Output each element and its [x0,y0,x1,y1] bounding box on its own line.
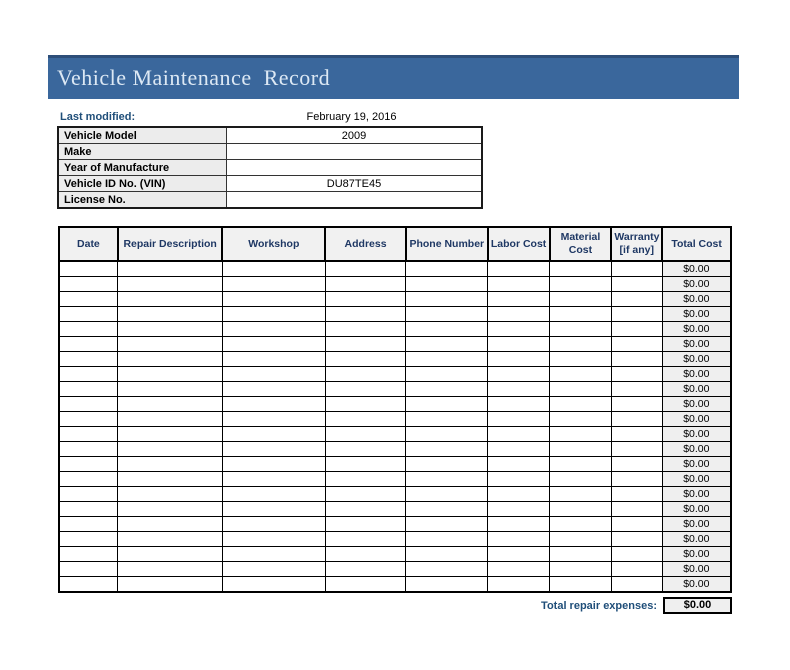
table-row [59,277,731,292]
table-cell[interactable] [611,472,662,487]
table-row [59,532,731,547]
table-cell[interactable] [611,352,662,367]
table-cell[interactable] [406,577,488,593]
table-cell[interactable] [550,517,612,532]
table-cell[interactable] [325,427,406,442]
vin-value[interactable]: DU87TE45 [227,176,483,192]
table-row [59,442,731,457]
total-cost-cell[interactable]: $0.00 [662,547,731,562]
table-cell[interactable] [406,397,488,412]
table-row [59,562,731,577]
table-row [59,292,731,307]
table-cell[interactable] [550,352,612,367]
total-cost-cell[interactable]: $0.00 [662,277,731,292]
table-cell[interactable] [59,397,118,412]
table-cell[interactable] [488,367,550,382]
table-cell[interactable] [118,532,223,547]
table-cell[interactable] [59,547,118,562]
page-title: Vehicle Maintenance Record [57,65,331,90]
total-cost-cell[interactable]: $0.00 [662,367,731,382]
table-cell[interactable] [59,352,118,367]
table-cell[interactable] [550,562,612,577]
total-cost-cell[interactable]: $0.00 [662,517,731,532]
table-cell[interactable] [488,472,550,487]
table-cell[interactable] [222,307,325,322]
table-cell[interactable] [325,412,406,427]
table-cell[interactable] [611,457,662,472]
table-cell[interactable] [222,337,325,352]
column-header-address: Address [325,227,406,261]
table-cell[interactable] [488,442,550,457]
table-cell[interactable] [325,547,406,562]
table-cell[interactable] [222,322,325,337]
table-cell[interactable] [118,277,223,292]
table-cell[interactable] [325,562,406,577]
total-cost-cell[interactable]: $0.00 [662,502,731,517]
year-of-manufacture-label: Year of Manufacture [58,160,227,176]
table-row [59,547,731,562]
total-cost-cell[interactable]: $0.00 [662,352,731,367]
total-cost-cell[interactable]: $0.00 [662,382,731,397]
column-header-date: Date [59,227,118,261]
table-row [59,261,731,277]
table-cell[interactable] [611,547,662,562]
table-cell[interactable] [118,292,223,307]
table-cell[interactable] [325,457,406,472]
table-cell[interactable] [406,562,488,577]
table-cell[interactable] [222,577,325,593]
total-cost-cell[interactable]: $0.00 [662,412,731,427]
table-cell[interactable] [611,382,662,397]
table-cell[interactable] [488,577,550,593]
table-cell[interactable] [611,532,662,547]
table-cell[interactable] [222,487,325,502]
table-cell[interactable] [550,457,612,472]
table-cell[interactable] [406,427,488,442]
info-row [58,144,482,160]
table-cell[interactable] [222,292,325,307]
table-cell[interactable] [550,547,612,562]
column-header-total-cost: Total Cost [662,227,731,261]
maintenance-table-body [59,261,731,592]
table-cell[interactable] [325,517,406,532]
table-cell[interactable] [406,517,488,532]
title-bar [48,55,739,99]
table-cell[interactable] [118,382,223,397]
total-cost-cell[interactable]: $0.00 [662,577,731,593]
table-cell[interactable] [118,367,223,382]
table-cell[interactable] [59,442,118,457]
info-row [58,192,482,209]
table-cell[interactable] [118,577,223,593]
table-cell[interactable] [550,367,612,382]
table-cell[interactable] [325,577,406,593]
table-cell[interactable] [222,427,325,442]
vehicle-model-label: Vehicle Model [58,127,227,144]
last-modified-label: Last modified: [60,111,136,123]
table-cell[interactable] [550,292,612,307]
table-cell[interactable] [406,307,488,322]
table-row [59,517,731,532]
table-cell[interactable] [550,261,612,277]
vehicle-info-table [57,126,483,209]
table-cell[interactable] [488,427,550,442]
table-cell[interactable] [611,337,662,352]
table-cell[interactable] [59,517,118,532]
table-cell[interactable] [222,532,325,547]
table-cell[interactable] [325,352,406,367]
table-cell[interactable] [118,427,223,442]
table-cell[interactable] [59,307,118,322]
table-cell[interactable] [611,322,662,337]
table-row [59,577,731,593]
table-cell[interactable] [118,261,223,277]
table-row [59,397,731,412]
total-cost-cell[interactable]: $0.00 [662,457,731,472]
table-cell[interactable] [59,577,118,593]
vin-label: Vehicle ID No. (VIN) [58,176,227,192]
table-cell[interactable] [118,487,223,502]
table-cell[interactable] [488,517,550,532]
table-row [59,367,731,382]
maintenance-table [58,226,732,593]
table-cell[interactable] [325,277,406,292]
table-cell[interactable] [611,367,662,382]
total-cost-cell[interactable]: $0.00 [662,337,731,352]
table-cell[interactable] [59,367,118,382]
table-cell[interactable] [406,337,488,352]
table-cell[interactable] [118,562,223,577]
info-row [58,127,482,144]
last-modified-value[interactable]: February 19, 2016 [306,111,397,123]
vehicle-model-value[interactable]: 2009 [227,127,483,144]
table-row [59,412,731,427]
table-cell[interactable] [325,487,406,502]
table-cell[interactable] [222,277,325,292]
table-cell[interactable] [550,442,612,457]
table-cell[interactable] [325,442,406,457]
total-cost-cell[interactable]: $0.00 [662,532,731,547]
table-cell[interactable] [118,457,223,472]
column-header-phone-number: Phone Number [406,227,488,261]
table-cell[interactable] [59,472,118,487]
total-cost-cell[interactable]: $0.00 [662,562,731,577]
table-cell[interactable] [488,277,550,292]
table-cell[interactable] [59,292,118,307]
info-row [58,176,482,192]
table-cell[interactable] [611,442,662,457]
table-cell[interactable] [406,442,488,457]
table-cell[interactable] [406,472,488,487]
total-cost-cell[interactable]: $0.00 [662,472,731,487]
table-cell[interactable] [611,261,662,277]
table-row [59,502,731,517]
table-cell[interactable] [488,562,550,577]
table-cell[interactable] [550,577,612,593]
year-of-manufacture-value[interactable] [227,160,483,176]
table-cell[interactable] [550,502,612,517]
table-cell[interactable] [611,517,662,532]
table-cell[interactable] [222,547,325,562]
table-cell[interactable] [611,562,662,577]
table-cell[interactable] [488,532,550,547]
total-repair-expenses-label: Total repair expenses: [541,599,657,612]
table-cell[interactable] [59,322,118,337]
table-cell[interactable] [222,261,325,277]
table-cell[interactable] [118,412,223,427]
make-value[interactable] [227,144,483,160]
table-cell[interactable] [406,547,488,562]
table-cell[interactable] [222,412,325,427]
table-cell[interactable] [406,261,488,277]
table-row [59,427,731,442]
table-cell[interactable] [118,472,223,487]
table-cell[interactable] [488,502,550,517]
table-cell[interactable] [488,412,550,427]
total-cost-cell[interactable]: $0.00 [662,261,731,277]
table-cell[interactable] [488,292,550,307]
table-cell[interactable] [118,397,223,412]
license-no-label: License No. [58,192,227,209]
table-cell[interactable] [406,502,488,517]
table-cell[interactable] [325,397,406,412]
table-cell[interactable] [222,442,325,457]
table-cell[interactable] [406,382,488,397]
column-header-labor-cost: Labor Cost [488,227,550,261]
total-cost-cell[interactable]: $0.00 [662,322,731,337]
table-cell[interactable] [611,577,662,593]
table-cell[interactable] [488,547,550,562]
table-cell[interactable] [59,487,118,502]
table-cell[interactable] [550,472,612,487]
table-cell[interactable] [550,427,612,442]
table-cell[interactable] [550,487,612,502]
table-row [59,472,731,487]
table-cell[interactable] [488,261,550,277]
table-cell[interactable] [406,277,488,292]
table-cell[interactable] [222,352,325,367]
table-cell[interactable] [118,547,223,562]
table-cell[interactable] [325,472,406,487]
table-cell[interactable] [325,292,406,307]
table-row [59,337,731,352]
table-cell[interactable] [325,322,406,337]
make-label: Make [58,144,227,160]
table-cell[interactable] [59,562,118,577]
table-cell[interactable] [325,502,406,517]
table-cell[interactable] [59,457,118,472]
column-header-workshop: Workshop [222,227,325,261]
table-cell[interactable] [59,427,118,442]
table-cell[interactable] [222,502,325,517]
table-cell[interactable] [59,532,118,547]
table-cell[interactable] [118,442,223,457]
table-cell[interactable] [325,367,406,382]
table-cell[interactable] [59,382,118,397]
table-cell[interactable] [325,532,406,547]
table-cell[interactable] [222,457,325,472]
table-cell[interactable] [406,412,488,427]
table-cell[interactable] [550,307,612,322]
table-cell[interactable] [611,277,662,292]
table-cell[interactable] [118,307,223,322]
table-cell[interactable] [118,337,223,352]
table-cell[interactable] [488,382,550,397]
column-header-warranty: Warranty [if any] [611,227,662,261]
total-cost-cell[interactable]: $0.00 [662,427,731,442]
table-cell[interactable] [325,261,406,277]
table-cell[interactable] [550,322,612,337]
table-row [59,457,731,472]
table-cell[interactable] [611,307,662,322]
table-row [59,322,731,337]
table-cell[interactable] [488,307,550,322]
table-cell[interactable] [406,532,488,547]
table-cell[interactable] [59,412,118,427]
table-cell[interactable] [406,292,488,307]
total-cost-cell[interactable]: $0.00 [662,307,731,322]
table-cell[interactable] [611,412,662,427]
column-header-repair-description: Repair Description [118,227,223,261]
table-row [59,382,731,397]
total-cost-cell[interactable]: $0.00 [662,487,731,502]
table-cell[interactable] [488,337,550,352]
table-cell[interactable] [611,487,662,502]
table-cell[interactable] [325,307,406,322]
table-cell[interactable] [550,532,612,547]
table-cell[interactable] [488,397,550,412]
table-cell[interactable] [325,337,406,352]
table-cell[interactable] [222,472,325,487]
total-cost-cell[interactable]: $0.00 [662,292,731,307]
table-cell[interactable] [222,562,325,577]
total-cost-cell[interactable]: $0.00 [662,397,731,412]
table-cell[interactable] [550,412,612,427]
column-header-material-cost: Material Cost [550,227,612,261]
table-cell[interactable] [550,382,612,397]
table-cell[interactable] [325,382,406,397]
table-cell[interactable] [406,322,488,337]
table-cell[interactable] [550,277,612,292]
table-cell[interactable] [550,397,612,412]
table-cell[interactable] [611,397,662,412]
table-cell[interactable] [406,487,488,502]
table-cell[interactable] [222,367,325,382]
table-cell[interactable] [59,337,118,352]
table-row [59,487,731,502]
table-cell[interactable] [488,352,550,367]
table-cell[interactable] [118,352,223,367]
table-cell[interactable] [488,457,550,472]
table-cell[interactable] [59,277,118,292]
table-cell[interactable] [611,502,662,517]
table-header-row [59,227,731,261]
table-row [59,307,731,322]
table-cell[interactable] [550,337,612,352]
table-cell[interactable] [118,322,223,337]
table-cell[interactable] [59,502,118,517]
table-cell[interactable] [611,292,662,307]
table-cell[interactable] [118,517,223,532]
total-cost-cell[interactable]: $0.00 [662,442,731,457]
table-cell[interactable] [222,382,325,397]
table-cell[interactable] [488,322,550,337]
table-cell[interactable] [222,397,325,412]
summary-row [58,597,732,614]
table-row [59,352,731,367]
table-cell[interactable] [406,352,488,367]
table-cell[interactable] [406,367,488,382]
table-cell[interactable] [611,427,662,442]
table-cell[interactable] [406,457,488,472]
table-cell[interactable] [118,502,223,517]
table-cell[interactable] [59,261,118,277]
table-cell[interactable] [488,487,550,502]
info-row [58,160,482,176]
total-repair-expenses-value[interactable]: $0.00 [663,597,732,614]
table-cell[interactable] [222,517,325,532]
license-no-value[interactable] [227,192,483,209]
